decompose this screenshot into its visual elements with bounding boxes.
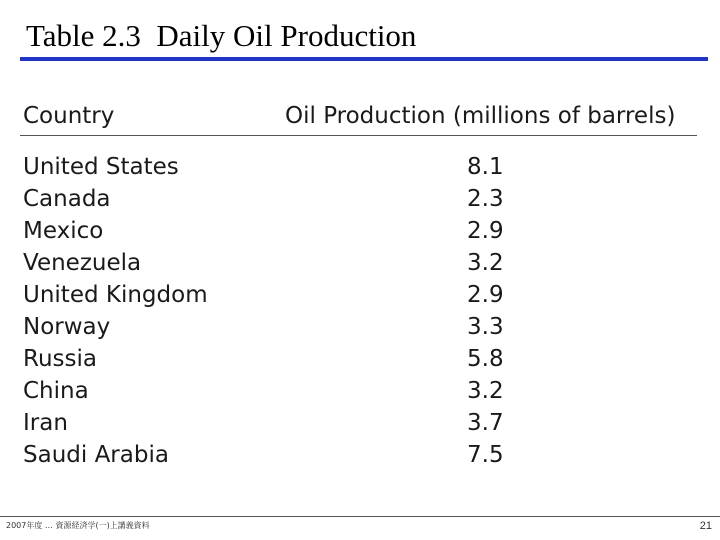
page-number: 21	[699, 520, 712, 532]
table-row	[0, 215, 720, 247]
production-cell: 7.5	[467, 442, 504, 468]
table-row	[0, 279, 720, 311]
table-row	[0, 183, 720, 215]
country-cell: Saudi Arabia	[23, 442, 169, 468]
country-cell: Iran	[23, 410, 68, 436]
column-header-oil-production: Oil Production (millions of barrels)	[285, 103, 676, 129]
title-underline	[20, 57, 708, 61]
country-cell: United States	[23, 154, 179, 180]
country-cell: China	[23, 378, 89, 404]
table-row	[0, 311, 720, 343]
table-row	[0, 439, 720, 471]
country-cell: Norway	[23, 314, 111, 340]
country-cell: Canada	[23, 186, 111, 212]
table-row	[0, 407, 720, 439]
production-cell: 2.9	[467, 282, 504, 308]
production-cell: 2.9	[467, 218, 504, 244]
footer-text: 2007年度 … 資源経済学(一)上講義資料	[6, 521, 150, 530]
production-cell: 2.3	[467, 186, 504, 212]
country-cell: Russia	[23, 346, 97, 372]
table-row	[0, 247, 720, 279]
table-row	[0, 151, 720, 183]
production-cell: 3.2	[467, 378, 504, 404]
table-row	[0, 375, 720, 407]
production-cell: 5.8	[467, 346, 504, 372]
production-cell: 3.7	[467, 410, 504, 436]
table-row	[0, 343, 720, 375]
production-cell: 3.2	[467, 250, 504, 276]
header-divider	[20, 135, 697, 136]
slide-title: Table 2.3 Daily Oil Production	[26, 18, 417, 53]
table-body	[0, 151, 720, 471]
footer-divider	[0, 516, 720, 517]
production-cell: 8.1	[467, 154, 504, 180]
country-cell: Venezuela	[23, 250, 142, 276]
country-cell: United Kingdom	[23, 282, 208, 308]
column-header-country: Country	[23, 103, 115, 129]
production-cell: 3.3	[467, 314, 504, 340]
country-cell: Mexico	[23, 218, 104, 244]
